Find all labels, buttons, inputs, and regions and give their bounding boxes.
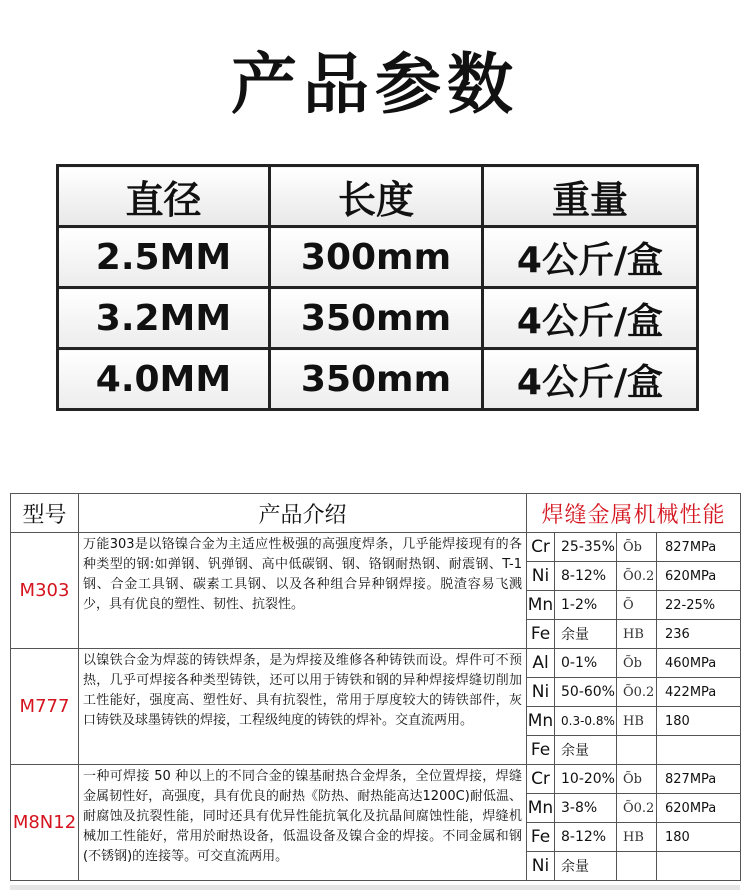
property-symbol: Õ0.2 — [617, 678, 657, 707]
spec-header-row — [58, 166, 698, 227]
element-percent: 余量 — [555, 620, 617, 649]
spec-row — [58, 349, 698, 410]
property-symbol — [617, 852, 657, 881]
element-percent: 8-12% — [555, 823, 617, 852]
element-symbol: Mn — [527, 794, 555, 823]
element-symbol: Fe — [527, 620, 555, 649]
spec-row — [58, 227, 698, 288]
element-percent: 0.3-0.8% — [555, 707, 617, 736]
spec-cell-length: 350mm — [270, 349, 483, 410]
element-percent: 50-60% — [555, 678, 617, 707]
product-table — [10, 493, 741, 881]
property-value — [657, 736, 741, 765]
property-value: 236 — [657, 620, 741, 649]
property-symbol: Õb — [617, 765, 657, 794]
property-value: 180 — [657, 823, 741, 852]
property-symbol: HB — [617, 707, 657, 736]
spec-table — [56, 164, 699, 411]
property-value: 22-25% — [657, 591, 741, 620]
product-intro: 万能303是以铬镍合金为主适应性极强的高强度焊条，几乎能焊接现有的各种类型的钢:如弹钢、钒弹钢、高中低碳钢、钢、铬钢耐热钢、耐震钢、T-1 钢、合金工具钢、碳素工具钢、以及各种组合异种钢焊接。脱渣容易飞溅少，具有优良的塑性、韧性、抗裂性。 — [79, 533, 527, 649]
spec-cell-length: 350mm — [270, 288, 483, 349]
property-symbol: Õb — [617, 533, 657, 562]
property-value: 827MPa — [657, 765, 741, 794]
element-symbol: Al — [527, 649, 555, 678]
property-symbol: Õ0.2 — [617, 562, 657, 591]
product-header-row — [11, 494, 741, 533]
spec-row — [58, 288, 698, 349]
property-value: 180 — [657, 707, 741, 736]
spec-cell-diameter: 3.2MM — [58, 288, 270, 349]
element-symbol: Fe — [527, 736, 555, 765]
spec-cell-length: 300mm — [270, 227, 483, 288]
element-symbol: Mn — [527, 591, 555, 620]
element-percent: 10-20% — [555, 765, 617, 794]
spec-header-diameter: 直径 — [58, 166, 270, 227]
product-intro: 以镍铁合金为焊蕊的铸铁焊条，是为焊接及维修各种铸铁而设。焊件可不预热，几乎可焊接各种类型铸铁，还可以用于铸铁和钢的异种焊接焊缝切削加工性能好，强度高、塑性好、具有抗裂性，常用于厚度较大的铸铁部件，灰口铸铁及球墨铸铁的焊接，工程级纯度的铸铁的焊补。交直流两用。 — [79, 649, 527, 765]
bottom-divider — [10, 885, 740, 890]
header-intro: 产品介绍 — [79, 494, 527, 533]
product-row — [11, 765, 741, 794]
property-symbol: Õ — [617, 591, 657, 620]
product-row — [11, 649, 741, 678]
element-percent: 余量 — [555, 852, 617, 881]
element-symbol: Ni — [527, 852, 555, 881]
property-symbol: HB — [617, 823, 657, 852]
element-percent: 25-35% — [555, 533, 617, 562]
spec-header-weight: 重量 — [483, 166, 698, 227]
element-symbol: Cr — [527, 533, 555, 562]
element-percent: 3-8% — [555, 794, 617, 823]
property-value: 827MPa — [657, 533, 741, 562]
spec-cell-diameter: 4.0MM — [58, 349, 270, 410]
property-value: 620MPa — [657, 562, 741, 591]
property-symbol: Õb — [617, 649, 657, 678]
spec-cell-weight: 4公斤/盒 — [483, 288, 698, 349]
property-symbol: Õ0.2 — [617, 794, 657, 823]
product-model: M777 — [11, 649, 79, 765]
property-value: 460MPa — [657, 649, 741, 678]
product-row — [11, 533, 741, 562]
element-percent: 1-2% — [555, 591, 617, 620]
spec-cell-weight: 4公斤/盒 — [483, 227, 698, 288]
header-mech-properties: 焊缝金属机械性能 — [527, 494, 741, 533]
element-symbol: Ni — [527, 678, 555, 707]
element-percent: 余量 — [555, 736, 617, 765]
header-model: 型号 — [11, 494, 79, 533]
page-title: 产品参数 — [231, 46, 519, 123]
spec-cell-weight: 4公斤/盒 — [483, 349, 698, 410]
property-value: 422MPa — [657, 678, 741, 707]
spec-cell-diameter: 2.5MM — [58, 227, 270, 288]
element-symbol: Ni — [527, 562, 555, 591]
property-symbol — [617, 736, 657, 765]
element-symbol: Cr — [527, 765, 555, 794]
spec-header-length: 长度 — [270, 166, 483, 227]
element-symbol: Mn — [527, 707, 555, 736]
product-intro: 一种可焊接 50 种以上的不同合金的镍基耐热合金焊条，全位置焊接，焊缝金属韧性好，高强度，具有优良的耐热《防热、耐热能高达1200C)耐低温、耐腐蚀及抗裂性能，同时还具有优异性能抗氧化及抗晶间腐蚀性能，焊缝机械加工性能好，常用於耐热设备，低温设备及镍合金的焊接。不同金属和钢(不锈钢)的连接等。可交直流两用。 — [79, 765, 527, 881]
property-value: 620MPa — [657, 794, 741, 823]
product-model: M303 — [11, 533, 79, 649]
element-percent: 0-1% — [555, 649, 617, 678]
element-symbol: Fe — [527, 823, 555, 852]
product-model: M8N12 — [11, 765, 79, 881]
property-symbol: HB — [617, 620, 657, 649]
element-percent: 8-12% — [555, 562, 617, 591]
property-value — [657, 852, 741, 881]
